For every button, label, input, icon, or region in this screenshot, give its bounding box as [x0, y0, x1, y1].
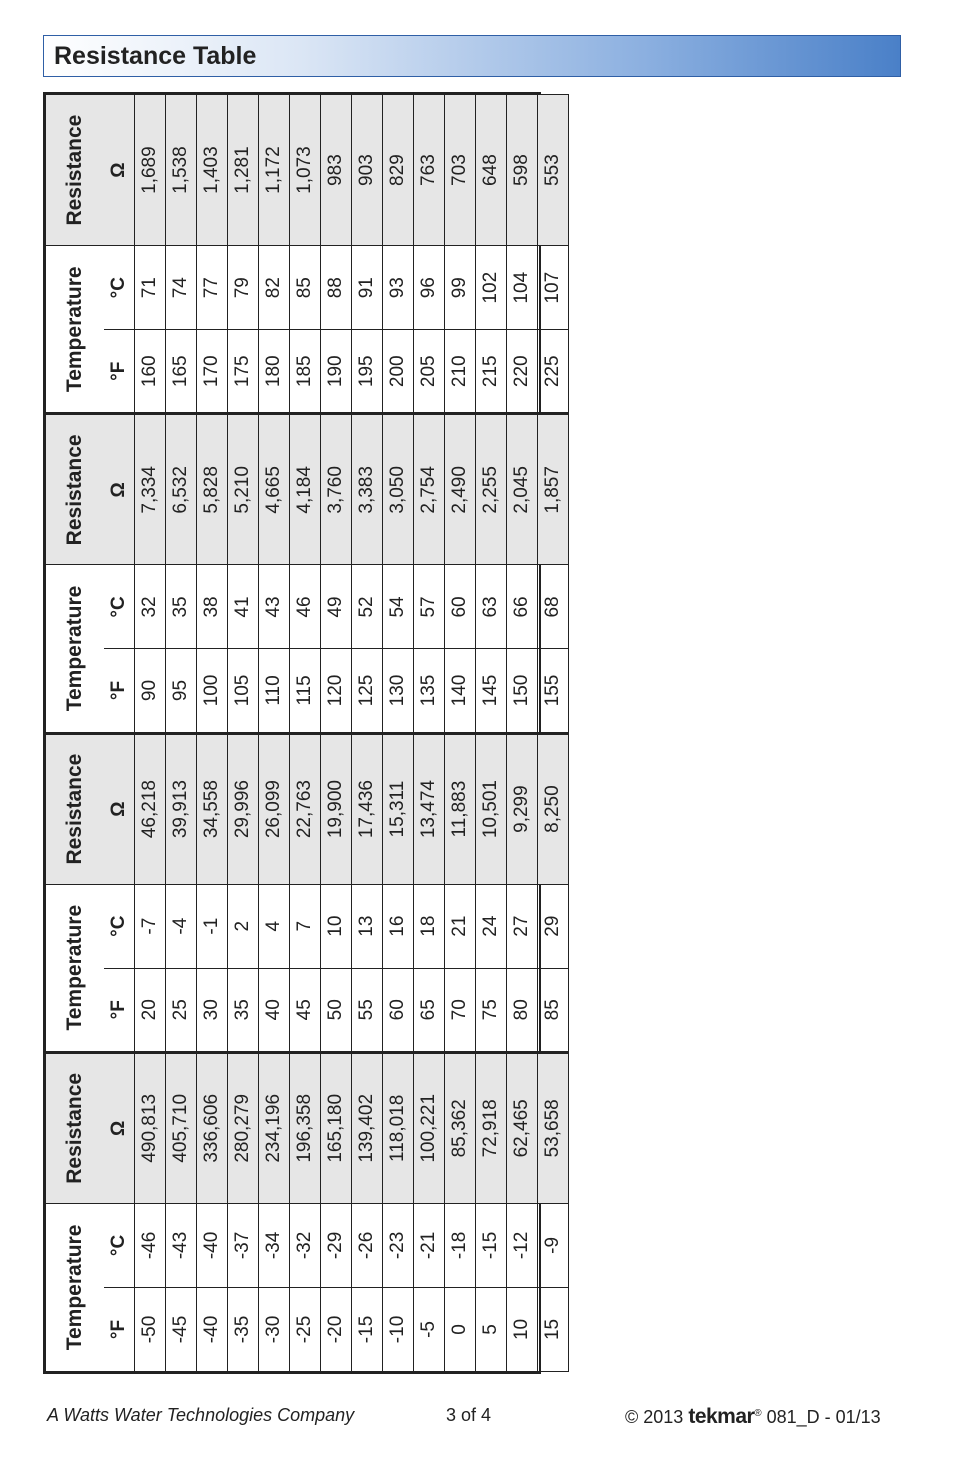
cell-resistance: 280,279: [228, 1052, 259, 1203]
cell-temp-f: 225: [538, 330, 569, 414]
cell-resistance: 5,210: [228, 414, 259, 565]
header-unit-f: °F: [104, 649, 135, 733]
table-row: [290, 95, 321, 1372]
cell-resistance: 53,658: [538, 1052, 569, 1203]
cell-temp-f: 195: [352, 330, 383, 414]
cell-temp-f: 70: [445, 968, 476, 1052]
cell-temp-f: 210: [445, 330, 476, 414]
cell-temp-f: 20: [135, 968, 166, 1052]
cell-temp-c: 102: [476, 246, 507, 330]
cell-temp-f: 80: [507, 968, 538, 1052]
cell-temp-f: 0: [445, 1287, 476, 1371]
header-row-units: [104, 95, 135, 1372]
cell-resistance: 9,299: [507, 733, 538, 884]
cell-temp-c: -12: [507, 1203, 538, 1287]
cell-temp-f: 120: [321, 649, 352, 733]
cell-resistance: 2,045: [507, 414, 538, 565]
cell-resistance: 1,281: [228, 95, 259, 246]
cell-temp-f: -5: [414, 1287, 445, 1371]
cell-temp-f: -45: [166, 1287, 197, 1371]
header-unit-ohm: Ω: [104, 1052, 135, 1203]
cell-resistance: 4,665: [259, 414, 290, 565]
table-row: [445, 95, 476, 1372]
table-row: [135, 95, 166, 1372]
table-row: [476, 95, 507, 1372]
header-resistance: Resistance: [46, 95, 105, 246]
cell-resistance: 763: [414, 95, 445, 246]
table-row: [197, 95, 228, 1372]
cell-temp-c: 91: [352, 246, 383, 330]
cell-temp-c: 29: [538, 884, 569, 968]
cell-temp-c: -1: [197, 884, 228, 968]
cell-temp-c: 71: [135, 246, 166, 330]
header-resistance: Resistance: [46, 1052, 105, 1203]
cell-resistance: 10,501: [476, 733, 507, 884]
cell-resistance: 1,403: [197, 95, 228, 246]
cell-resistance: 2,255: [476, 414, 507, 565]
cell-temp-c: 43: [259, 565, 290, 649]
cell-temp-c: 96: [414, 246, 445, 330]
cell-resistance: 1,538: [166, 95, 197, 246]
cell-temp-f: 145: [476, 649, 507, 733]
cell-temp-f: 205: [414, 330, 445, 414]
cell-temp-f: 155: [538, 649, 569, 733]
cell-temp-f: 90: [135, 649, 166, 733]
cell-temp-f: 75: [476, 968, 507, 1052]
header-unit-f: °F: [104, 1287, 135, 1371]
rotated-table-container: [45, 94, 563, 1372]
cell-temp-c: -9: [538, 1203, 569, 1287]
cell-temp-c: 49: [321, 565, 352, 649]
cell-temp-c: 99: [445, 246, 476, 330]
table-row: [228, 95, 259, 1372]
header-unit-ohm: Ω: [104, 95, 135, 246]
cell-temp-c: 88: [321, 246, 352, 330]
cell-temp-f: 110: [259, 649, 290, 733]
header-unit-c: °C: [104, 565, 135, 649]
cell-temp-c: 27: [507, 884, 538, 968]
cell-resistance: 703: [445, 95, 476, 246]
header-resistance: Resistance: [46, 414, 105, 565]
cell-temp-c: 60: [445, 565, 476, 649]
cell-temp-c: 21: [445, 884, 476, 968]
cell-temp-c: 46: [290, 565, 321, 649]
cell-temp-c: 32: [135, 565, 166, 649]
cell-resistance: 490,813: [135, 1052, 166, 1203]
cell-resistance: 46,218: [135, 733, 166, 884]
cell-temp-f: 25: [166, 968, 197, 1052]
cell-resistance: 139,402: [352, 1052, 383, 1203]
cell-temp-c: 104: [507, 246, 538, 330]
cell-temp-f: -25: [290, 1287, 321, 1371]
cell-resistance: 648: [476, 95, 507, 246]
cell-temp-c: -21: [414, 1203, 445, 1287]
cell-temp-f: -50: [135, 1287, 166, 1371]
cell-resistance: 6,532: [166, 414, 197, 565]
footer-copyright: [625, 1405, 881, 1429]
cell-temp-f: 130: [383, 649, 414, 733]
cell-resistance: 2,490: [445, 414, 476, 565]
cell-resistance: 196,358: [290, 1052, 321, 1203]
cell-resistance: 17,436: [352, 733, 383, 884]
cell-temp-f: 55: [352, 968, 383, 1052]
cell-resistance: 118,018: [383, 1052, 414, 1203]
cell-temp-f: 215: [476, 330, 507, 414]
cell-temp-f: 150: [507, 649, 538, 733]
cell-temp-c: 66: [507, 565, 538, 649]
cell-temp-c: -37: [228, 1203, 259, 1287]
cell-temp-f: 35: [228, 968, 259, 1052]
cell-resistance: 598: [507, 95, 538, 246]
header-unit-c: °C: [104, 884, 135, 968]
registered-mark: ®: [754, 1408, 762, 1419]
cell-temp-f: 180: [259, 330, 290, 414]
table-row: [321, 95, 352, 1372]
cell-resistance: 62,465: [507, 1052, 538, 1203]
cell-resistance: 11,883: [445, 733, 476, 884]
copyright-text: © 2013: [625, 1407, 684, 1427]
cell-temp-c: -43: [166, 1203, 197, 1287]
cell-temp-f: 200: [383, 330, 414, 414]
cell-temp-c: 107: [538, 246, 569, 330]
cell-temp-f: -20: [321, 1287, 352, 1371]
cell-resistance: 165,180: [321, 1052, 352, 1203]
cell-temp-f: 40: [259, 968, 290, 1052]
cell-resistance: 26,099: [259, 733, 290, 884]
header-resistance: Resistance: [46, 733, 105, 884]
cell-temp-c: -46: [135, 1203, 166, 1287]
cell-temp-c: 85: [290, 246, 321, 330]
cell-temp-f: -15: [352, 1287, 383, 1371]
cell-temp-c: 16: [383, 884, 414, 968]
cell-temp-f: 220: [507, 330, 538, 414]
cell-resistance: 13,474: [414, 733, 445, 884]
resistance-table: [45, 94, 569, 1372]
cell-temp-f: 15: [538, 1287, 569, 1371]
cell-resistance: 3,050: [383, 414, 414, 565]
cell-temp-c: 35: [166, 565, 197, 649]
cell-resistance: 19,900: [321, 733, 352, 884]
cell-temp-f: 170: [197, 330, 228, 414]
footer-page-number: 3 of 4: [446, 1405, 492, 1425]
cell-temp-f: 65: [414, 968, 445, 1052]
cell-temp-c: 77: [197, 246, 228, 330]
cell-temp-c: -18: [445, 1203, 476, 1287]
cell-resistance: 34,558: [197, 733, 228, 884]
cell-temp-f: 190: [321, 330, 352, 414]
cell-resistance: 1,857: [538, 414, 569, 565]
table-row: [507, 95, 538, 1372]
cell-resistance: 405,710: [166, 1052, 197, 1203]
cell-resistance: 2,754: [414, 414, 445, 565]
cell-temp-c: 52: [352, 565, 383, 649]
cell-temp-c: -15: [476, 1203, 507, 1287]
header-temperature: Temperature: [46, 246, 105, 414]
cell-temp-f: -10: [383, 1287, 414, 1371]
cell-temp-c: 93: [383, 246, 414, 330]
cell-temp-c: 13: [352, 884, 383, 968]
cell-resistance: 1,073: [290, 95, 321, 246]
cell-temp-f: 45: [290, 968, 321, 1052]
cell-resistance: 15,311: [383, 733, 414, 884]
header-unit-f: °F: [104, 330, 135, 414]
cell-temp-c: -34: [259, 1203, 290, 1287]
cell-resistance: 7,334: [135, 414, 166, 565]
cell-temp-c: 57: [414, 565, 445, 649]
cell-temp-c: 2: [228, 884, 259, 968]
cell-temp-f: 140: [445, 649, 476, 733]
cell-temp-c: -4: [166, 884, 197, 968]
cell-temp-f: -35: [228, 1287, 259, 1371]
cell-temp-c: 54: [383, 565, 414, 649]
resistance-table-frame: [43, 92, 563, 1374]
cell-resistance: 903: [352, 95, 383, 246]
cell-temp-c: 24: [476, 884, 507, 968]
title-bar: [43, 35, 901, 77]
cell-resistance: 1,689: [135, 95, 166, 246]
header-temperature: Temperature: [46, 1203, 105, 1371]
cell-resistance: 100,221: [414, 1052, 445, 1203]
cell-temp-f: 100: [197, 649, 228, 733]
cell-temp-f: 60: [383, 968, 414, 1052]
cell-temp-c: -40: [197, 1203, 228, 1287]
cell-temp-f: -30: [259, 1287, 290, 1371]
cell-temp-c: 79: [228, 246, 259, 330]
cell-temp-c: 4: [259, 884, 290, 968]
cell-temp-f: 85: [538, 968, 569, 1052]
cell-resistance: 39,913: [166, 733, 197, 884]
cell-temp-c: 38: [197, 565, 228, 649]
cell-temp-c: -7: [135, 884, 166, 968]
cell-temp-c: 7: [290, 884, 321, 968]
cell-temp-c: -26: [352, 1203, 383, 1287]
cell-resistance: 8,250: [538, 733, 569, 884]
cell-resistance: 22,763: [290, 733, 321, 884]
cell-temp-c: 63: [476, 565, 507, 649]
cell-temp-f: 10: [507, 1287, 538, 1371]
cell-temp-c: 68: [538, 565, 569, 649]
cell-temp-c: -32: [290, 1203, 321, 1287]
header-unit-c: °C: [104, 246, 135, 330]
cell-temp-f: 185: [290, 330, 321, 414]
cell-temp-f: 95: [166, 649, 197, 733]
cell-resistance: 72,918: [476, 1052, 507, 1203]
cell-temp-c: -29: [321, 1203, 352, 1287]
cell-temp-f: 165: [166, 330, 197, 414]
table-row: [383, 95, 414, 1372]
table-row: [352, 95, 383, 1372]
header-temperature: Temperature: [46, 565, 105, 733]
tekmar-logo: tekmar: [688, 1405, 755, 1428]
cell-temp-f: 175: [228, 330, 259, 414]
cell-temp-c: 74: [166, 246, 197, 330]
cell-temp-f: 125: [352, 649, 383, 733]
cell-resistance: 829: [383, 95, 414, 246]
cell-resistance: 1,172: [259, 95, 290, 246]
cell-resistance: 983: [321, 95, 352, 246]
cell-temp-f: 160: [135, 330, 166, 414]
header-unit-ohm: Ω: [104, 733, 135, 884]
cell-temp-f: 50: [321, 968, 352, 1052]
footer-company: A Watts Water Technologies Company: [47, 1405, 355, 1425]
cell-resistance: 5,828: [197, 414, 228, 565]
cell-resistance: 553: [538, 95, 569, 246]
cell-temp-f: 30: [197, 968, 228, 1052]
cell-temp-f: 115: [290, 649, 321, 733]
table-row: [414, 95, 445, 1372]
header-unit-f: °F: [104, 968, 135, 1052]
header-temperature: Temperature: [46, 884, 105, 1052]
table-row: [538, 95, 569, 1372]
cell-temp-c: 82: [259, 246, 290, 330]
header-unit-c: °C: [104, 1203, 135, 1287]
table-row: [259, 95, 290, 1372]
page-title: Resistance Table: [54, 42, 257, 70]
cell-temp-c: 41: [228, 565, 259, 649]
cell-resistance: 85,362: [445, 1052, 476, 1203]
cell-temp-f: -40: [197, 1287, 228, 1371]
header-unit-ohm: Ω: [104, 414, 135, 565]
cell-temp-f: 135: [414, 649, 445, 733]
cell-temp-c: 10: [321, 884, 352, 968]
cell-resistance: 4,184: [290, 414, 321, 565]
cell-resistance: 3,383: [352, 414, 383, 565]
cell-temp-f: 105: [228, 649, 259, 733]
cell-resistance: 336,606: [197, 1052, 228, 1203]
cell-resistance: 234,196: [259, 1052, 290, 1203]
cell-temp-f: 5: [476, 1287, 507, 1371]
cell-temp-c: -23: [383, 1203, 414, 1287]
cell-resistance: 29,996: [228, 733, 259, 884]
table-row: [166, 95, 197, 1372]
cell-resistance: 3,760: [321, 414, 352, 565]
document-id: 081_D - 01/13: [766, 1407, 881, 1427]
header-row-groups: [46, 95, 105, 1372]
cell-temp-c: 18: [414, 884, 445, 968]
